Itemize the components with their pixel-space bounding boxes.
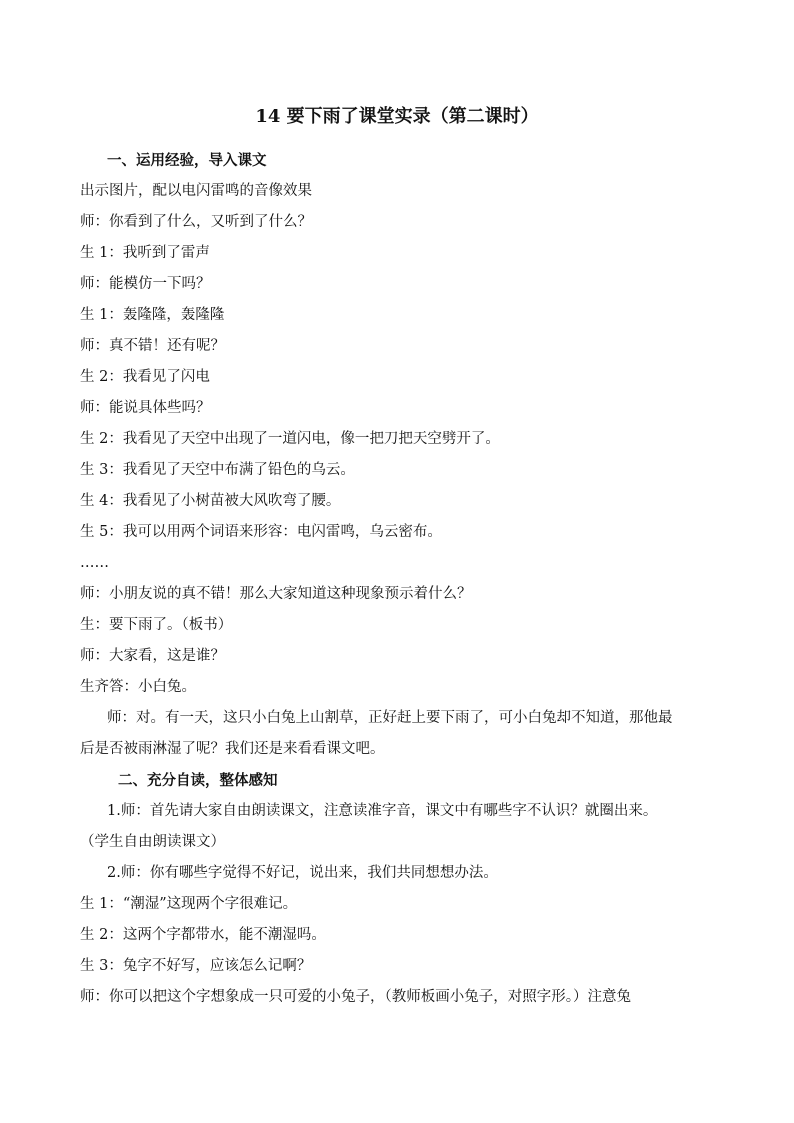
text-line: （学生自由朗读课文） <box>80 834 225 850</box>
paragraph <box>80 703 740 765</box>
text-line: 师：对。有一天，这只小白兔上山割草，正好赶上要下雨了，可小白兔却不知道，那他最 <box>107 710 673 726</box>
section-heading: 二、充分自读，整体感知 <box>118 772 278 789</box>
paragraph <box>80 796 740 858</box>
text-line: 师：能模仿一下吗？ <box>80 276 211 292</box>
text-line: 生 5：我可以用两个词语来形容：电闪雷鸣，乌云密布。 <box>80 524 442 540</box>
section-heading: 一、运用经验，导入课文 <box>107 152 267 169</box>
text-line: …… <box>80 555 109 571</box>
text-line: 生 3：兔字不好写，应该怎么记啊？ <box>80 958 312 974</box>
text-line: 生 1：“潮湿”这现两个字很难记。 <box>80 896 298 912</box>
text-line: 生 2：我看见了天空中出现了一道闪电，像一把刀把天空劈开了。 <box>80 431 500 447</box>
text-line: 2.师：你有哪些字觉得不好记，说出来，我们共同想想办法。 <box>107 865 498 881</box>
text-line: 生 3：我看见了天空中布满了铅色的乌云。 <box>80 462 355 478</box>
text-line: 生 1：我听到了雷声 <box>80 245 210 261</box>
text-line: 1.师：首先请大家自由朗读课文，注意读准字音，课文中有哪些字不认识？就圈出来。 <box>107 803 658 819</box>
text-line: 后是否被雨淋湿了呢？我们还是来看看课文吧。 <box>80 741 385 757</box>
text-line: 生齐答：小白兔。 <box>80 679 196 695</box>
text-line: 生 2：这两个字都带水，能不潮湿吗。 <box>80 927 326 943</box>
text-line: 生：要下雨了。（板书） <box>80 617 233 633</box>
text-line: 师：真不错！还有呢？ <box>80 338 225 354</box>
text-line: 师：小朋友说的真不错！那么大家知道这种现象预示着什么？ <box>80 586 472 602</box>
document-body <box>80 145 740 1013</box>
text-line: 师：你可以把这个字想象成一只可爱的小兔子，（教师板画小兔子，对照字形。）注意兔 <box>80 989 631 1005</box>
text-line: 生 1：轰隆隆，轰隆隆 <box>80 307 225 323</box>
text-line: 师：你看到了什么，又听到了什么？ <box>80 214 312 230</box>
text-line: 师：能说具体些吗？ <box>80 400 211 416</box>
text-line: 生 2：我看见了闪电 <box>80 369 210 385</box>
text-line: 生 4：我看见了小树苗被大风吹弯了腰。 <box>80 493 341 509</box>
text-line: 出示图片，配以电闪雷鸣的音像效果 <box>80 183 312 199</box>
document-title: 14 要下雨了课堂实录（第二课时） <box>255 106 539 127</box>
text-line: 师：大家看，这是谁？ <box>80 648 225 664</box>
